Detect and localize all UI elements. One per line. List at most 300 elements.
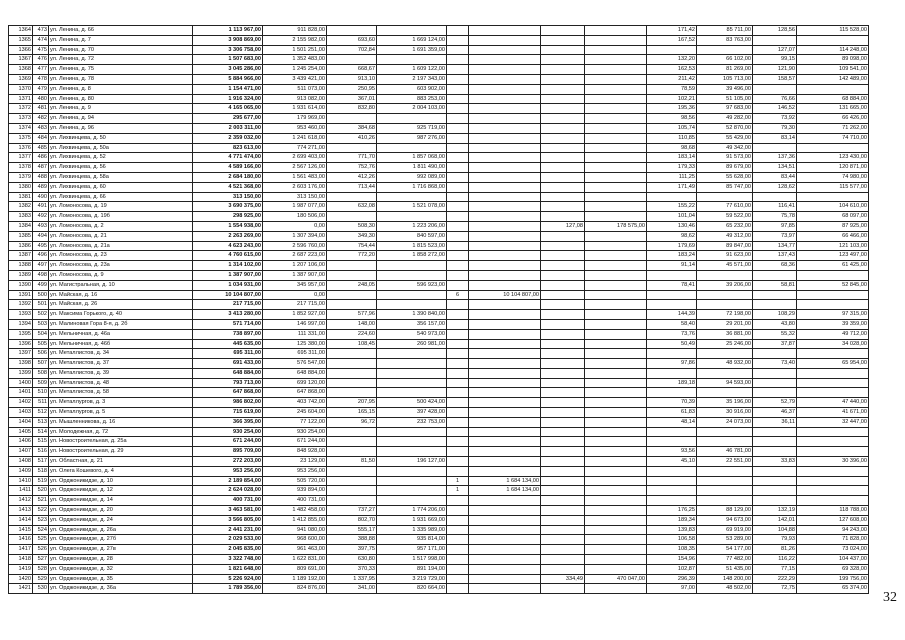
cell-col-10 <box>541 349 585 359</box>
cell-col-9 <box>469 153 541 163</box>
cell-col-14: 73,92 <box>753 114 797 124</box>
cell-col-8 <box>447 261 469 271</box>
table-row <box>9 192 869 202</box>
cell-col-7: 397 428,00 <box>377 408 447 418</box>
cell-col-10: 334,49 <box>541 574 585 584</box>
cell-col-8 <box>447 574 469 584</box>
cell-col-6: 832,80 <box>327 104 377 114</box>
cell-col-10 <box>541 447 585 457</box>
cell-col-12: 154,96 <box>647 555 697 565</box>
cell-col-8 <box>447 270 469 280</box>
cell-col-11: 470 047,00 <box>585 574 647 584</box>
cell-col-14: 46,37 <box>753 408 797 418</box>
cell-address: ул. Мышленникова, д. 16 <box>49 417 193 427</box>
cell-col-10 <box>541 202 585 212</box>
cell-col-8 <box>447 123 469 133</box>
cell-col-8 <box>447 241 469 251</box>
cell-col-11 <box>585 388 647 398</box>
cell-col-15: 69 328,00 <box>797 564 869 574</box>
cell-address: ул. Орджоникидзе, д. 28 <box>49 555 193 565</box>
cell-col-7: 1 335 989,00 <box>377 525 447 535</box>
cell-row-no: 1405 <box>9 427 33 437</box>
cell-col-8 <box>447 280 469 290</box>
cell-col-7: 1 521 078,00 <box>377 202 447 212</box>
cell-col-12 <box>647 192 697 202</box>
cell-col-9: 10 104 807,00 <box>469 290 541 300</box>
cell-col-12 <box>647 45 697 55</box>
cell-col-6: 341,00 <box>327 584 377 594</box>
cell-col-11 <box>585 261 647 271</box>
cell-col-15: 49 712,00 <box>797 329 869 339</box>
cell-row-no: 1382 <box>9 202 33 212</box>
cell-col-9: 1 684 134,00 <box>469 486 541 496</box>
cell-row-no: 1402 <box>9 398 33 408</box>
cell-col-7: 891 194,00 <box>377 564 447 574</box>
cell-col-15: 142 489,00 <box>797 74 869 84</box>
cell-col-8 <box>447 182 469 192</box>
cell-col-8: 1 <box>447 476 469 486</box>
cell-address: ул. Майская, д. 26 <box>49 300 193 310</box>
cell-row-no: 1381 <box>9 192 33 202</box>
cell-col-12: 167,52 <box>647 35 697 45</box>
cell-total-cost: 3 413 280,00 <box>193 310 263 320</box>
cell-row-no: 1370 <box>9 84 33 94</box>
cell-row-no: 1409 <box>9 466 33 476</box>
cell-col-11 <box>585 241 647 251</box>
cell-col-10 <box>541 143 585 153</box>
cell-col-8 <box>447 45 469 55</box>
cell-col-13: 51 435,00 <box>697 564 753 574</box>
cell-address: ул. Лихвинцева, д. 58а <box>49 172 193 182</box>
cell-row-no: 1384 <box>9 221 33 231</box>
cell-col-12 <box>647 437 697 447</box>
cell-address: ул. Ломоносова, д. 19 <box>49 202 193 212</box>
cell-col-5: 911 828,00 <box>263 26 327 36</box>
cell-col-8 <box>447 555 469 565</box>
cell-col-13: 49 282,00 <box>697 114 753 124</box>
cell-total-cost: 1 154 471,00 <box>193 84 263 94</box>
cell-col-6: 713,44 <box>327 182 377 192</box>
cell-col-14: 158,57 <box>753 74 797 84</box>
cell-total-cost: 2 029 533,00 <box>193 535 263 545</box>
cell-total-cost: 2 359 032,00 <box>193 133 263 143</box>
cell-total-cost: 695 311,00 <box>193 349 263 359</box>
cell-col-8 <box>447 506 469 516</box>
cell-address: ул. Орджоникидзе, д. 20 <box>49 506 193 516</box>
cell-total-cost: 691 433,00 <box>193 359 263 369</box>
cell-col-10 <box>541 45 585 55</box>
cell-total-cost: 986 802,00 <box>193 398 263 408</box>
cell-item-no: 522 <box>33 506 49 516</box>
cell-col-6: 754,44 <box>327 241 377 251</box>
cell-col-8 <box>447 535 469 545</box>
cell-col-5: 648 884,00 <box>263 368 327 378</box>
cell-col-14 <box>753 447 797 457</box>
cell-row-no: 1412 <box>9 496 33 506</box>
cell-col-7 <box>377 437 447 447</box>
cell-row-no: 1420 <box>9 574 33 584</box>
cell-col-5: 125 380,00 <box>263 339 327 349</box>
cell-col-12: 195,36 <box>647 104 697 114</box>
cell-col-15: 73 024,00 <box>797 545 869 555</box>
cell-item-no: 507 <box>33 359 49 369</box>
cell-col-14 <box>753 290 797 300</box>
cell-total-cost: 3 908 869,00 <box>193 35 263 45</box>
cell-col-7: 1 691 359,00 <box>377 45 447 55</box>
cell-col-9 <box>469 74 541 84</box>
cell-col-11 <box>585 447 647 457</box>
cell-col-8 <box>447 310 469 320</box>
cell-row-no: 1386 <box>9 241 33 251</box>
cell-total-cost: 823 613,00 <box>193 143 263 153</box>
cell-address: ул. Мельничная, д. 46а <box>49 329 193 339</box>
cell-col-14 <box>753 349 797 359</box>
cell-col-15: 123 497,00 <box>797 251 869 261</box>
cell-address: ул. Ломоносова, д. 21 <box>49 231 193 241</box>
cell-col-9 <box>469 163 541 173</box>
cell-col-15: 114 248,00 <box>797 45 869 55</box>
cell-col-11 <box>585 153 647 163</box>
cell-col-6: 913,10 <box>327 74 377 84</box>
cell-col-10 <box>541 270 585 280</box>
cell-col-10 <box>541 55 585 65</box>
cell-col-6 <box>327 261 377 271</box>
cell-col-13: 94 673,00 <box>697 515 753 525</box>
cell-total-cost: 1 314 102,00 <box>193 261 263 271</box>
cell-item-no: 513 <box>33 417 49 427</box>
cell-col-9 <box>469 339 541 349</box>
cell-col-5: 939 894,00 <box>263 486 327 496</box>
cell-item-no: 495 <box>33 241 49 251</box>
cell-address: ул. Ломоносова, д. 9 <box>49 270 193 280</box>
cell-col-8: 1 <box>447 486 469 496</box>
cell-item-no: 478 <box>33 74 49 84</box>
cell-col-13: 53 289,00 <box>697 535 753 545</box>
cell-address: ул. Металлистов, д. 34 <box>49 349 193 359</box>
cell-col-9 <box>469 555 541 565</box>
cell-col-9 <box>469 192 541 202</box>
cell-col-6: 148,00 <box>327 319 377 329</box>
cell-col-9 <box>469 496 541 506</box>
table-row <box>9 535 869 545</box>
cell-col-12 <box>647 486 697 496</box>
cell-col-8 <box>447 437 469 447</box>
cell-col-13 <box>697 290 753 300</box>
cell-col-5: 824 876,00 <box>263 584 327 594</box>
cell-total-cost: 1 113 967,00 <box>193 26 263 36</box>
cell-total-cost: 1 821 648,00 <box>193 564 263 574</box>
cell-col-12: 98,56 <box>647 114 697 124</box>
cell-col-10 <box>541 290 585 300</box>
cell-total-cost: 298 925,00 <box>193 212 263 222</box>
cell-col-7 <box>377 359 447 369</box>
cell-col-13: 36 881,00 <box>697 329 753 339</box>
cell-col-9 <box>469 427 541 437</box>
cell-col-9 <box>469 114 541 124</box>
cell-row-no: 1376 <box>9 143 33 153</box>
cell-col-15: 115 577,00 <box>797 182 869 192</box>
cell-item-no: 510 <box>33 388 49 398</box>
cell-item-no: 504 <box>33 329 49 339</box>
cell-col-6: 508,30 <box>327 221 377 231</box>
cell-col-15: 97 315,00 <box>797 310 869 320</box>
cell-row-no: 1413 <box>9 506 33 516</box>
cell-col-11 <box>585 212 647 222</box>
cell-col-7 <box>377 26 447 36</box>
cell-row-no: 1399 <box>9 368 33 378</box>
cell-col-11 <box>585 339 647 349</box>
cell-col-12 <box>647 496 697 506</box>
cell-col-6 <box>327 114 377 124</box>
cell-col-9 <box>469 437 541 447</box>
cell-col-13 <box>697 270 753 280</box>
cell-col-13 <box>697 427 753 437</box>
cell-col-10 <box>541 35 585 45</box>
cell-col-12 <box>647 476 697 486</box>
cell-col-14 <box>753 378 797 388</box>
cell-col-7: 232 753,00 <box>377 417 447 427</box>
cell-row-no: 1401 <box>9 388 33 398</box>
cell-col-9 <box>469 65 541 75</box>
cell-col-9 <box>469 319 541 329</box>
cell-col-7 <box>377 476 447 486</box>
cell-col-12: 78,41 <box>647 280 697 290</box>
cell-col-9 <box>469 329 541 339</box>
cell-item-no: 514 <box>33 427 49 437</box>
table-row <box>9 584 869 594</box>
cell-col-7 <box>377 496 447 506</box>
cell-col-10 <box>541 231 585 241</box>
cell-col-15 <box>797 447 869 457</box>
cell-col-7: 596 923,00 <box>377 280 447 290</box>
cell-col-12: 179,69 <box>647 241 697 251</box>
table-row <box>9 280 869 290</box>
cell-col-15 <box>797 388 869 398</box>
cell-col-9 <box>469 525 541 535</box>
cell-address: ул. Металлистов, д. 39 <box>49 368 193 378</box>
cell-col-15 <box>797 437 869 447</box>
cell-col-5: 1 307 394,00 <box>263 231 327 241</box>
cell-col-6: 250,95 <box>327 84 377 94</box>
table-row <box>9 368 869 378</box>
cell-col-10 <box>541 329 585 339</box>
cell-col-5: 2 155 982,00 <box>263 35 327 45</box>
cell-col-12: 110,85 <box>647 133 697 143</box>
cell-col-9 <box>469 133 541 143</box>
cell-col-10 <box>541 310 585 320</box>
cell-col-15: 74 710,00 <box>797 133 869 143</box>
cell-item-no: 489 <box>33 182 49 192</box>
table-row <box>9 506 869 516</box>
cell-item-no: 516 <box>33 447 49 457</box>
table-row <box>9 163 869 173</box>
cell-col-6: 752,76 <box>327 163 377 173</box>
cell-row-no: 1414 <box>9 515 33 525</box>
cell-col-7 <box>377 466 447 476</box>
cell-col-6: 388,88 <box>327 535 377 545</box>
cell-item-no: 491 <box>33 202 49 212</box>
cell-col-6 <box>327 55 377 65</box>
cell-col-11 <box>585 94 647 104</box>
cell-col-11 <box>585 359 647 369</box>
cell-col-11 <box>585 45 647 55</box>
cell-col-11 <box>585 123 647 133</box>
cell-col-12: 97,86 <box>647 359 697 369</box>
cell-address: ул. Ломоносова, д. 23 <box>49 251 193 261</box>
cell-col-8 <box>447 74 469 84</box>
cell-col-7 <box>377 114 447 124</box>
cell-col-10 <box>541 182 585 192</box>
cell-col-10 <box>541 486 585 496</box>
cell-col-10 <box>541 212 585 222</box>
cell-col-7 <box>377 368 447 378</box>
cell-col-15 <box>797 378 869 388</box>
cell-col-6 <box>327 486 377 496</box>
cell-col-12 <box>647 388 697 398</box>
cell-col-6 <box>327 192 377 202</box>
cell-address: ул. Орджоникидзе, д. 36а <box>49 584 193 594</box>
cell-col-15 <box>797 270 869 280</box>
cell-col-12: 61,83 <box>647 408 697 418</box>
cell-col-8 <box>447 525 469 535</box>
cell-col-5: 913 082,00 <box>263 94 327 104</box>
cell-col-9 <box>469 280 541 290</box>
cell-col-11: 178 575,00 <box>585 221 647 231</box>
cell-col-8 <box>447 466 469 476</box>
cell-item-no: 477 <box>33 65 49 75</box>
table-row <box>9 212 869 222</box>
table-row <box>9 447 869 457</box>
cell-col-5: 511 073,00 <box>263 84 327 94</box>
cell-row-no: 1393 <box>9 310 33 320</box>
cell-col-5: 968 600,00 <box>263 535 327 545</box>
cell-col-7 <box>377 290 447 300</box>
cell-total-cost: 2 045 835,00 <box>193 545 263 555</box>
cell-address: ул. Ленина, д. 94 <box>49 114 193 124</box>
table-row <box>9 310 869 320</box>
table-row <box>9 35 869 45</box>
cell-col-7 <box>377 270 447 280</box>
cell-col-5: 1 241 618,00 <box>263 133 327 143</box>
cell-col-7: 1 931 669,00 <box>377 515 447 525</box>
cell-col-15: 104 437,00 <box>797 555 869 565</box>
cell-row-no: 1400 <box>9 378 33 388</box>
cell-col-10 <box>541 506 585 516</box>
cell-col-10 <box>541 123 585 133</box>
cell-address: ул. Лихвинцева, д. 50а <box>49 143 193 153</box>
cell-col-13: 89 679,00 <box>697 163 753 173</box>
cell-address: ул. Лихвинцева, д. 52 <box>49 153 193 163</box>
cell-col-6: 410,26 <box>327 133 377 143</box>
cell-col-6: 577,96 <box>327 310 377 320</box>
cell-col-13: 22 551,00 <box>697 457 753 467</box>
cell-col-15: 89 098,00 <box>797 55 869 65</box>
cell-col-6: 702,84 <box>327 45 377 55</box>
cell-col-9 <box>469 182 541 192</box>
cell-col-15 <box>797 486 869 496</box>
cell-col-14: 137,43 <box>753 251 797 261</box>
cell-row-no: 1383 <box>9 212 33 222</box>
cell-col-10 <box>541 84 585 94</box>
cell-col-7 <box>377 212 447 222</box>
cell-col-14: 75,78 <box>753 212 797 222</box>
cell-col-8 <box>447 300 469 310</box>
cell-col-6 <box>327 466 377 476</box>
cell-col-15 <box>797 466 869 476</box>
cell-col-14: 73,40 <box>753 359 797 369</box>
cell-col-9: 1 684 134,00 <box>469 476 541 486</box>
cell-col-12: 144,39 <box>647 310 697 320</box>
cell-col-9 <box>469 202 541 212</box>
cell-address: ул. Ломоносова, д. 2 <box>49 221 193 231</box>
cell-col-6: 693,60 <box>327 35 377 45</box>
cell-col-7: 196 127,00 <box>377 457 447 467</box>
cell-col-9 <box>469 172 541 182</box>
cell-address: ул. Металлистов, д. 48 <box>49 378 193 388</box>
cell-address: ул. Орджоникидзе, д. 12 <box>49 486 193 496</box>
table-row <box>9 427 869 437</box>
cell-row-no: 1365 <box>9 35 33 45</box>
cell-col-14: 121,90 <box>753 65 797 75</box>
cell-col-13: 72 198,00 <box>697 310 753 320</box>
cell-total-cost: 3 322 748,00 <box>193 555 263 565</box>
cell-total-cost: 2 684 180,00 <box>193 172 263 182</box>
cell-row-no: 1389 <box>9 270 33 280</box>
cell-col-5: 505 720,00 <box>263 476 327 486</box>
cell-col-5: 1 189 192,00 <box>263 574 327 584</box>
cell-item-no: 479 <box>33 84 49 94</box>
table-row <box>9 84 869 94</box>
cell-col-10 <box>541 427 585 437</box>
cell-col-10 <box>541 300 585 310</box>
cell-col-14: 116,41 <box>753 202 797 212</box>
cell-col-9 <box>469 84 541 94</box>
cell-col-13: 69 919,00 <box>697 525 753 535</box>
cell-col-12 <box>647 466 697 476</box>
cell-col-15: 74 980,00 <box>797 172 869 182</box>
cell-col-12: 296,39 <box>647 574 697 584</box>
cell-item-no: 524 <box>33 525 49 535</box>
cell-col-9 <box>469 221 541 231</box>
cell-col-10 <box>541 114 585 124</box>
cell-col-6 <box>327 476 377 486</box>
cell-col-9 <box>469 535 541 545</box>
cell-col-6: 632,08 <box>327 202 377 212</box>
cell-col-5: 179 969,00 <box>263 114 327 124</box>
cell-col-5: 2 603 176,00 <box>263 182 327 192</box>
cell-item-no: 480 <box>33 94 49 104</box>
cell-col-8 <box>447 153 469 163</box>
cell-item-no: 508 <box>33 368 49 378</box>
cell-col-10 <box>541 457 585 467</box>
cell-col-14 <box>753 388 797 398</box>
cell-col-6: 349,30 <box>327 231 377 241</box>
cell-col-14 <box>753 300 797 310</box>
cell-col-10 <box>541 555 585 565</box>
cell-col-13 <box>697 45 753 55</box>
cell-address: ул. Олега Кошевого, д. 4 <box>49 466 193 476</box>
cell-row-no: 1418 <box>9 555 33 565</box>
cell-col-11 <box>585 368 647 378</box>
cell-col-14 <box>753 368 797 378</box>
cell-col-6 <box>327 26 377 36</box>
table-row <box>9 378 869 388</box>
cell-col-7: 1 811 490,00 <box>377 163 447 173</box>
cell-col-7 <box>377 447 447 457</box>
cell-address: ул. Лихвинцева, д. 66 <box>49 192 193 202</box>
cell-total-cost: 1 507 683,00 <box>193 55 263 65</box>
cell-col-13: 83 763,00 <box>697 35 753 45</box>
